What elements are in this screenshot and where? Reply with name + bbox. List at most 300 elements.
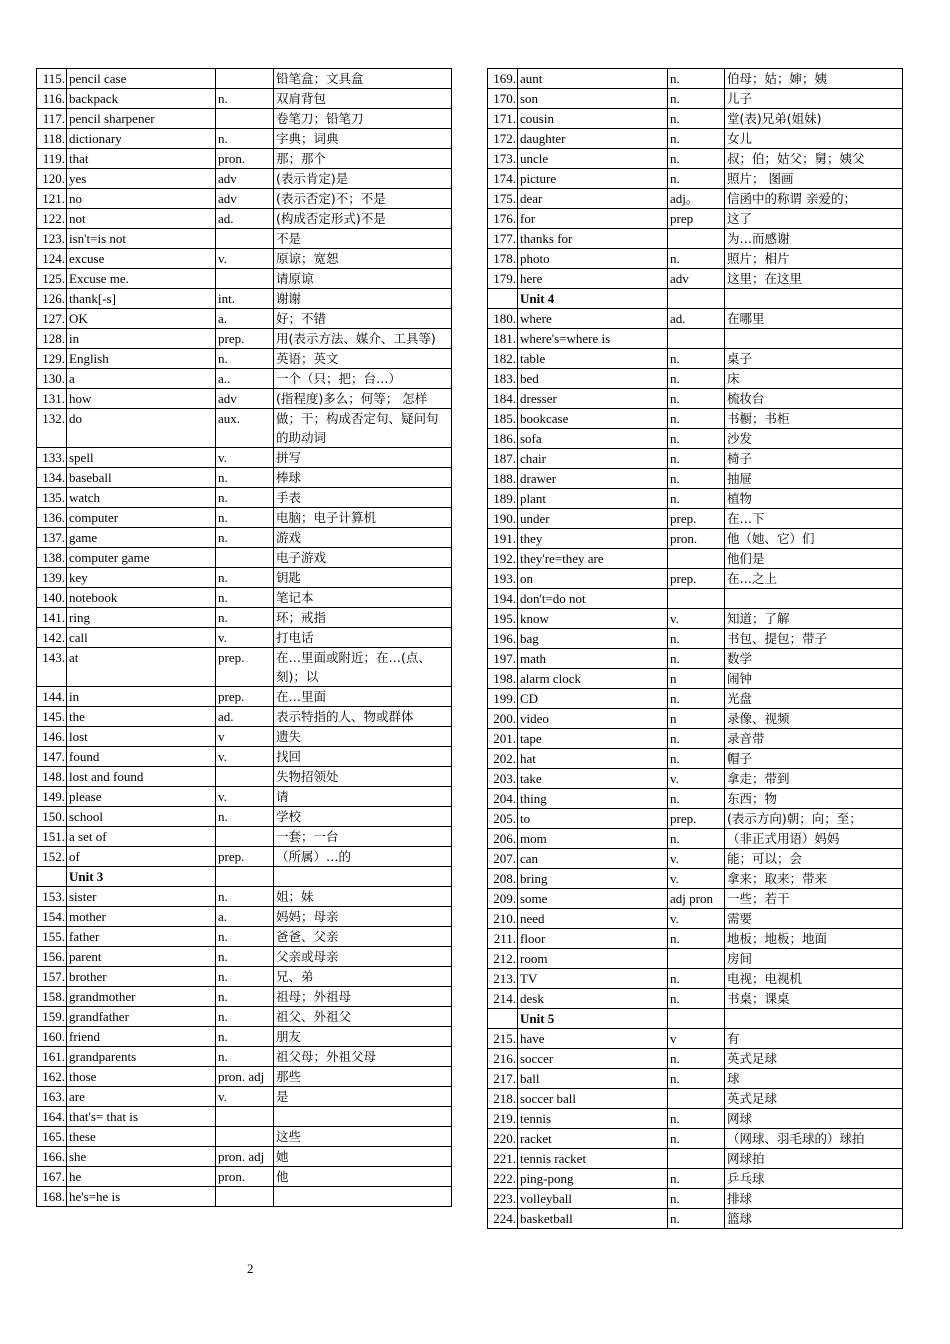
row-number: 141.	[37, 608, 67, 628]
chinese-meaning: 请	[274, 787, 452, 807]
row-number: 208.	[488, 869, 518, 889]
english-word: friend	[67, 1027, 216, 1047]
vocab-row	[37, 1147, 452, 1167]
vocab-row	[488, 629, 903, 649]
vocab-row	[488, 169, 903, 189]
english-word: sister	[67, 887, 216, 907]
row-number: 117.	[37, 109, 67, 129]
part-of-speech: adj pron	[668, 889, 725, 909]
row-number: 189.	[488, 489, 518, 509]
row-number: 199.	[488, 689, 518, 709]
chinese-meaning: 她	[274, 1147, 452, 1167]
part-of-speech: n.	[216, 488, 274, 508]
row-number: 121.	[37, 189, 67, 209]
part-of-speech: adj。	[668, 189, 725, 209]
part-of-speech: v.	[216, 747, 274, 767]
row-number: 140.	[37, 588, 67, 608]
row-number: 182.	[488, 349, 518, 369]
chinese-meaning: 打电话	[274, 628, 452, 648]
part-of-speech: v.	[668, 769, 725, 789]
chinese-meaning: 照片；相片	[725, 249, 903, 269]
vocab-row	[488, 709, 903, 729]
vocab-row	[488, 689, 903, 709]
vocab-row	[37, 488, 452, 508]
vocab-row	[37, 189, 452, 209]
chinese-meaning: 拼写	[274, 448, 452, 468]
part-of-speech: n.	[668, 69, 725, 89]
row-number: 209.	[488, 889, 518, 909]
row-number: 191.	[488, 529, 518, 549]
english-word: no	[67, 189, 216, 209]
part-of-speech: v.	[668, 609, 725, 629]
chinese-meaning: 棒球	[274, 468, 452, 488]
row-number: 196.	[488, 629, 518, 649]
english-word: uncle	[518, 149, 668, 169]
vocab-row	[37, 827, 452, 847]
chinese-meaning: 电脑；电子计算机	[274, 508, 452, 528]
vocab-row	[37, 1087, 452, 1107]
english-word: son	[518, 89, 668, 109]
english-word: excuse	[67, 249, 216, 269]
row-number: 184.	[488, 389, 518, 409]
chinese-meaning: 信函中的称谓 亲爱的；	[725, 189, 903, 209]
chinese-meaning: 地板；地板；地面	[725, 929, 903, 949]
vocab-row	[488, 849, 903, 869]
chinese-meaning: 床	[725, 369, 903, 389]
row-number: 124.	[37, 249, 67, 269]
row-number: 154.	[37, 907, 67, 927]
english-word: lost	[67, 727, 216, 747]
part-of-speech: n.	[668, 149, 725, 169]
vocab-row	[37, 389, 452, 409]
part-of-speech: ad.	[668, 309, 725, 329]
part-of-speech	[216, 1187, 274, 1207]
english-word: here	[518, 269, 668, 289]
vocab-row	[37, 1187, 452, 1207]
english-word: alarm clock	[518, 669, 668, 689]
part-of-speech: a.	[216, 309, 274, 329]
row-number: 153.	[37, 887, 67, 907]
chinese-meaning: 需要	[725, 909, 903, 929]
row-number: 163.	[37, 1087, 67, 1107]
part-of-speech: v.	[216, 249, 274, 269]
part-of-speech: n.	[668, 729, 725, 749]
chinese-meaning: (表示肯定)是	[274, 169, 452, 189]
chinese-meaning: 篮球	[725, 1209, 903, 1229]
row-number: 214.	[488, 989, 518, 1009]
part-of-speech: adv	[216, 169, 274, 189]
english-word: father	[67, 927, 216, 947]
chinese-meaning: 沙发	[725, 429, 903, 449]
english-word: grandfather	[67, 1007, 216, 1027]
row-number: 173.	[488, 149, 518, 169]
chinese-meaning: 钥匙	[274, 568, 452, 588]
part-of-speech	[668, 289, 725, 309]
row-number: 205.	[488, 809, 518, 829]
english-word: isn't=is not	[67, 229, 216, 249]
chinese-meaning: 电子游戏	[274, 548, 452, 568]
part-of-speech: n.	[668, 1129, 725, 1149]
part-of-speech: n.	[668, 1109, 725, 1129]
part-of-speech: prep.	[216, 687, 274, 707]
part-of-speech	[668, 229, 725, 249]
part-of-speech: n.	[668, 1189, 725, 1209]
chinese-meaning	[725, 289, 903, 309]
row-number: 213.	[488, 969, 518, 989]
part-of-speech: n.	[216, 129, 274, 149]
vocab-row	[488, 1069, 903, 1089]
part-of-speech	[216, 269, 274, 289]
chinese-meaning: 笔记本	[274, 588, 452, 608]
english-word: the	[67, 707, 216, 727]
chinese-meaning	[725, 589, 903, 609]
part-of-speech: n.	[668, 829, 725, 849]
chinese-meaning: 他	[274, 1167, 452, 1187]
vocab-row	[37, 69, 452, 89]
row-number: 120.	[37, 169, 67, 189]
part-of-speech: n.	[668, 789, 725, 809]
english-word: call	[67, 628, 216, 648]
vocab-row	[488, 1129, 903, 1149]
part-of-speech: pron. adj	[216, 1147, 274, 1167]
vocab-table-left	[36, 68, 452, 1207]
vocab-row	[488, 989, 903, 1009]
vocab-row	[488, 809, 903, 829]
row-number: 165.	[37, 1127, 67, 1147]
vocab-row	[37, 229, 452, 249]
row-number: 130.	[37, 369, 67, 389]
chinese-meaning: 书橱；书柜	[725, 409, 903, 429]
english-word: baseball	[67, 468, 216, 488]
english-word: math	[518, 649, 668, 669]
english-word: have	[518, 1029, 668, 1049]
part-of-speech: v.	[216, 1087, 274, 1107]
vocab-row	[488, 789, 903, 809]
chinese-meaning: 找回	[274, 747, 452, 767]
english-word: room	[518, 949, 668, 969]
row-number: 119.	[37, 149, 67, 169]
vocab-row	[37, 727, 452, 747]
english-word: tape	[518, 729, 668, 749]
english-word: computer game	[67, 548, 216, 568]
vocab-row	[37, 149, 452, 169]
vocab-row	[488, 249, 903, 269]
part-of-speech: n.	[216, 927, 274, 947]
english-word: at	[67, 648, 216, 687]
chinese-meaning: 妈妈；母亲	[274, 907, 452, 927]
row-number: 200.	[488, 709, 518, 729]
chinese-meaning: 帽子	[725, 749, 903, 769]
english-word: soccer	[518, 1049, 668, 1069]
chinese-meaning: 书包、提包；带子	[725, 629, 903, 649]
vocab-row	[37, 1027, 452, 1047]
english-word: under	[518, 509, 668, 529]
vocab-row	[488, 369, 903, 389]
row-number: 132.	[37, 409, 67, 448]
part-of-speech: prep.	[668, 509, 725, 529]
chinese-meaning: 照片； 图画	[725, 169, 903, 189]
chinese-meaning: (构成否定形式)不是	[274, 209, 452, 229]
chinese-meaning: 祖母；外祖母	[274, 987, 452, 1007]
row-number: 148.	[37, 767, 67, 787]
english-word: OK	[67, 309, 216, 329]
row-number: 127.	[37, 309, 67, 329]
part-of-speech	[216, 1107, 274, 1127]
row-number: 167.	[37, 1167, 67, 1187]
part-of-speech: n.	[216, 89, 274, 109]
row-number: 156.	[37, 947, 67, 967]
chinese-meaning: 好；不错	[274, 309, 452, 329]
part-of-speech: pron. adj	[216, 1067, 274, 1087]
english-word: watch	[67, 488, 216, 508]
vocab-row	[488, 449, 903, 469]
part-of-speech: n.	[668, 749, 725, 769]
part-of-speech: n.	[668, 349, 725, 369]
chinese-meaning: 排球	[725, 1189, 903, 1209]
vocab-row	[37, 129, 452, 149]
chinese-meaning: 在…里面	[274, 687, 452, 707]
chinese-meaning: 拿走；带到	[725, 769, 903, 789]
part-of-speech: n	[668, 669, 725, 689]
english-word: thank[-s]	[67, 289, 216, 309]
part-of-speech: n.	[668, 929, 725, 949]
vocab-row	[488, 609, 903, 629]
part-of-speech	[216, 548, 274, 568]
english-word: ping-pong	[518, 1169, 668, 1189]
row-number: 171.	[488, 109, 518, 129]
english-word: backpack	[67, 89, 216, 109]
row-number: 217.	[488, 1069, 518, 1089]
part-of-speech	[668, 589, 725, 609]
vocab-row	[488, 929, 903, 949]
part-of-speech	[216, 827, 274, 847]
row-number: 145.	[37, 707, 67, 727]
vocab-row	[37, 887, 452, 907]
part-of-speech	[216, 69, 274, 89]
vocab-row	[37, 528, 452, 548]
chinese-meaning: 谢谢	[274, 289, 452, 309]
vocab-row	[488, 189, 903, 209]
vocab-row	[37, 1067, 452, 1087]
chinese-meaning: (表示否定)不；不是	[274, 189, 452, 209]
english-word: tennis racket	[518, 1149, 668, 1169]
chinese-meaning: (表示方向)朝；向；至；	[725, 809, 903, 829]
chinese-meaning: 做；干；构成否定句、疑问句的助动词	[274, 409, 452, 448]
part-of-speech: n.	[216, 349, 274, 369]
vocab-row	[488, 589, 903, 609]
chinese-meaning: 祖父、外祖父	[274, 1007, 452, 1027]
chinese-meaning: 在哪里	[725, 309, 903, 329]
row-number: 147.	[37, 747, 67, 767]
chinese-meaning: 那；那个	[274, 149, 452, 169]
chinese-meaning: 字典；词典	[274, 129, 452, 149]
row-number: 177.	[488, 229, 518, 249]
row-number: 135.	[37, 488, 67, 508]
vocab-row	[488, 149, 903, 169]
chinese-meaning: 堂(表)兄弟(姐妹)	[725, 109, 903, 129]
unit-heading-row	[488, 1009, 903, 1029]
row-number: 128.	[37, 329, 67, 349]
vocab-row	[488, 309, 903, 329]
vocab-row	[37, 349, 452, 369]
row-number: 211.	[488, 929, 518, 949]
row-number: 166.	[37, 1147, 67, 1167]
english-word: he	[67, 1167, 216, 1187]
row-number: 172.	[488, 129, 518, 149]
vocab-row	[488, 569, 903, 589]
english-word: she	[67, 1147, 216, 1167]
part-of-speech: n.	[668, 469, 725, 489]
vocab-row	[37, 109, 452, 129]
chinese-meaning: 一套；一台	[274, 827, 452, 847]
part-of-speech: pron.	[668, 529, 725, 549]
english-word: photo	[518, 249, 668, 269]
vocab-row	[37, 767, 452, 787]
row-number: 152.	[37, 847, 67, 867]
english-word: in	[67, 329, 216, 349]
vocab-row	[37, 269, 452, 289]
row-number: 170.	[488, 89, 518, 109]
chinese-meaning: 学校	[274, 807, 452, 827]
english-word: floor	[518, 929, 668, 949]
part-of-speech: prep.	[216, 847, 274, 867]
row-number: 207.	[488, 849, 518, 869]
chinese-meaning	[725, 329, 903, 349]
row-number: 129.	[37, 349, 67, 369]
row-number: 194.	[488, 589, 518, 609]
vocab-row	[488, 389, 903, 409]
chinese-meaning: 梳妆台	[725, 389, 903, 409]
row-number: 188.	[488, 469, 518, 489]
english-word: are	[67, 1087, 216, 1107]
part-of-speech: prep.	[668, 569, 725, 589]
vocab-row	[488, 1029, 903, 1049]
part-of-speech	[668, 549, 725, 569]
chinese-meaning: 那些	[274, 1067, 452, 1087]
row-number: 122.	[37, 209, 67, 229]
row-number: 204.	[488, 789, 518, 809]
english-word: desk	[518, 989, 668, 1009]
english-word: chair	[518, 449, 668, 469]
row-number: 164.	[37, 1107, 67, 1127]
vocab-row	[37, 548, 452, 568]
unit-heading-row	[488, 289, 903, 309]
part-of-speech: aux.	[216, 409, 274, 448]
row-number: 162.	[37, 1067, 67, 1087]
row-number: 116.	[37, 89, 67, 109]
english-word: some	[518, 889, 668, 909]
row-number: 125.	[37, 269, 67, 289]
vocab-row	[37, 309, 452, 329]
vocab-row	[37, 787, 452, 807]
row-number: 137.	[37, 528, 67, 548]
english-word: video	[518, 709, 668, 729]
english-word: basketball	[518, 1209, 668, 1229]
row-number: 136.	[37, 508, 67, 528]
vocab-row	[37, 648, 452, 687]
vocab-row	[488, 269, 903, 289]
english-word: for	[518, 209, 668, 229]
vocab-row	[488, 409, 903, 429]
row-number: 224.	[488, 1209, 518, 1229]
vocab-row	[37, 588, 452, 608]
row-number: 183.	[488, 369, 518, 389]
vocab-row	[488, 529, 903, 549]
english-word: they're=they are	[518, 549, 668, 569]
chinese-meaning: 这里；在这里	[725, 269, 903, 289]
vocab-row	[488, 69, 903, 89]
part-of-speech: n.	[668, 129, 725, 149]
row-number: 221.	[488, 1149, 518, 1169]
part-of-speech: prep.	[668, 809, 725, 829]
part-of-speech: n.	[216, 1027, 274, 1047]
vocab-row	[488, 669, 903, 689]
row-number: 149.	[37, 787, 67, 807]
english-word: English	[67, 349, 216, 369]
vocab-row	[488, 1109, 903, 1129]
chinese-meaning: 椅子	[725, 449, 903, 469]
row-number: 190.	[488, 509, 518, 529]
vocab-row	[37, 747, 452, 767]
part-of-speech	[216, 109, 274, 129]
english-word: Unit 3	[67, 867, 216, 887]
chinese-meaning: 表示特指的人、物或群体	[274, 707, 452, 727]
english-word: computer	[67, 508, 216, 528]
part-of-speech	[668, 1009, 725, 1029]
english-word: don't=do not	[518, 589, 668, 609]
row-number	[37, 867, 67, 887]
vocab-row	[37, 987, 452, 1007]
vocab-table-right-body	[488, 69, 903, 1229]
row-number: 219.	[488, 1109, 518, 1129]
row-number: 115.	[37, 69, 67, 89]
chinese-meaning: （所属）…的	[274, 847, 452, 867]
row-number: 161.	[37, 1047, 67, 1067]
part-of-speech: n.	[216, 887, 274, 907]
english-word: ring	[67, 608, 216, 628]
vocab-row	[488, 429, 903, 449]
vocab-row	[488, 909, 903, 929]
part-of-speech: n.	[668, 429, 725, 449]
part-of-speech: n.	[216, 608, 274, 628]
part-of-speech: n.	[668, 409, 725, 429]
part-of-speech	[668, 1089, 725, 1109]
english-word: grandmother	[67, 987, 216, 1007]
vocab-row	[37, 1107, 452, 1127]
row-number: 146.	[37, 727, 67, 747]
part-of-speech: v.	[668, 869, 725, 889]
row-number: 155.	[37, 927, 67, 947]
english-word: ball	[518, 1069, 668, 1089]
english-word: bed	[518, 369, 668, 389]
row-number: 157.	[37, 967, 67, 987]
chinese-meaning: 请原谅	[274, 269, 452, 289]
part-of-speech: n.	[668, 369, 725, 389]
part-of-speech: n.	[216, 588, 274, 608]
row-number: 201.	[488, 729, 518, 749]
part-of-speech: adv	[216, 389, 274, 409]
row-number: 160.	[37, 1027, 67, 1047]
row-number: 176.	[488, 209, 518, 229]
chinese-meaning: 网球	[725, 1109, 903, 1129]
part-of-speech: ad.	[216, 209, 274, 229]
chinese-meaning: 祖父母；外祖父母	[274, 1047, 452, 1067]
vocab-row	[488, 229, 903, 249]
row-number: 192.	[488, 549, 518, 569]
english-word: tennis	[518, 1109, 668, 1129]
part-of-speech: n.	[668, 249, 725, 269]
part-of-speech: v.	[216, 787, 274, 807]
